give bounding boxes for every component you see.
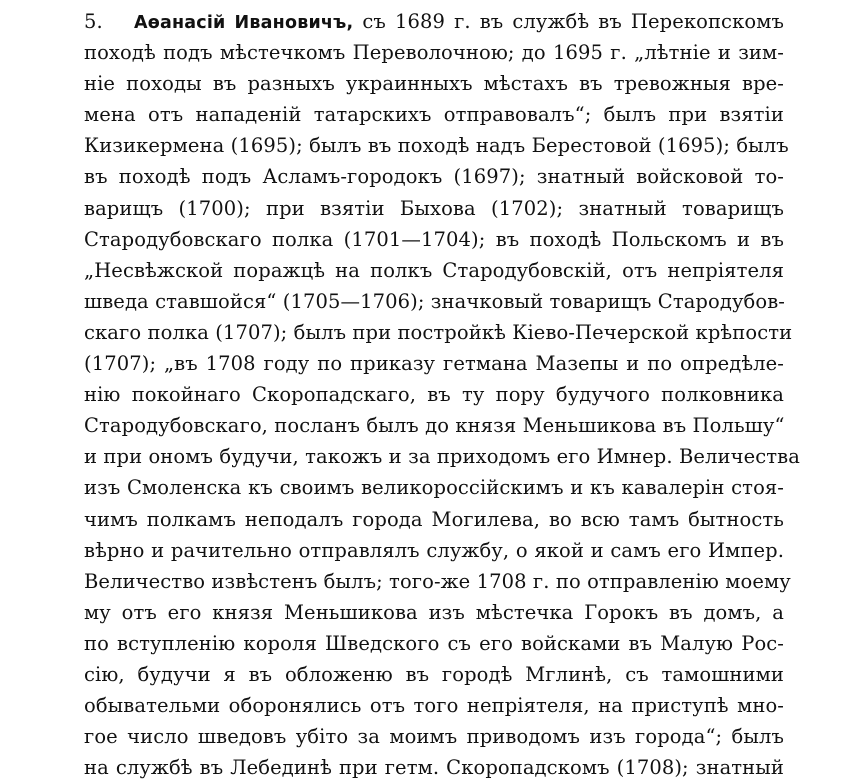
person-name: Аѳанасій Ивановичъ, — [134, 13, 354, 33]
text-line: на службѣ въ Лебединѣ при гетм. Скоропадскомъ (1708); знатный — [84, 756, 784, 780]
text-line: шведа ставшойся“ (1705—1706); значковый товарищъ Стародубов- — [84, 289, 785, 313]
text-line: ніе походы въ разныхъ украинныхъ мѣстахъ въ тревожныя вре- — [84, 72, 784, 96]
text-line: походѣ подъ мѣстечкомъ Переволочною; до 1695 г. „лѣтніе и зим- — [84, 41, 784, 65]
text-line: мена отъ нападеній татарскихъ отправовалъ“; былъ при взятіи — [84, 103, 784, 127]
text-line: Величество извѣстенъ былъ; того-же 1708 г. по отправленію моему — [84, 569, 791, 593]
text-line: обывательми оборонялись отъ того непріятеля, на приступѣ мно- — [84, 694, 784, 718]
text-line: Стародубовскаго полка (1701—1704); въ походѣ Польскомъ и въ — [84, 227, 784, 251]
text-line: чимъ полкамъ неподалъ города Могилева, во всю тамъ бытность — [84, 507, 784, 531]
entry-number: 5. — [84, 10, 103, 33]
text-line: Стародубовскаго, посланъ былъ до князя Меньшикова въ Польшу“ — [84, 414, 785, 438]
text-line: сію, будучи я въ обложеню въ городѣ Мглинѣ, съ тамошними — [84, 662, 784, 686]
text-line: „Несвѣжской поражцѣ на полкъ Стародубовскій, отъ непріятеля — [84, 258, 784, 282]
text-line: му отъ его князя Меньшикова изъ мѣстечка Горокъ въ домъ, а — [84, 600, 784, 624]
text-line: и при ономъ будучи, такожъ и за приходомъ его Имнер. Величества — [84, 445, 800, 469]
text-line: изъ Смоленска къ своимъ великороссійскимъ и къ кавалерін стоя- — [84, 476, 784, 500]
text-line: по вступленію короля Шведского съ его войсками въ Малую Рос- — [84, 631, 784, 655]
text-line — [84, 6, 784, 37]
text-line: въ походѣ подъ Асламъ-городокъ (1697); знатный войсковой то- — [84, 165, 784, 189]
text-line: (1707); „въ 1708 году по приказу гетмана Мазепы и по опредѣле- — [84, 352, 784, 376]
text-line: вѣрно и рачительно отправлялъ службу, о якой и самъ его Импер. — [84, 538, 784, 562]
line-text: съ 1689 г. въ службѣ въ Перекопскомъ — [353, 10, 784, 33]
text-line: варищъ (1700); при взятіи Быхова (1702); знатный товарищъ — [84, 196, 784, 220]
text-line: скаго полка (1707); былъ при постройкѣ Кіево-Печерской крѣпости — [84, 320, 793, 344]
text-line: Кизикермена (1695); былъ въ походѣ надъ Берестовой (1695); былъ — [84, 134, 789, 158]
text-line: нію покойнаго Скоропадскаго, въ ту пору будучого полковника — [84, 383, 784, 407]
paragraph-5 — [84, 6, 800, 783]
text-line: гое число шведовъ убіто за моимъ приводомъ изъ города“; былъ — [84, 725, 784, 749]
